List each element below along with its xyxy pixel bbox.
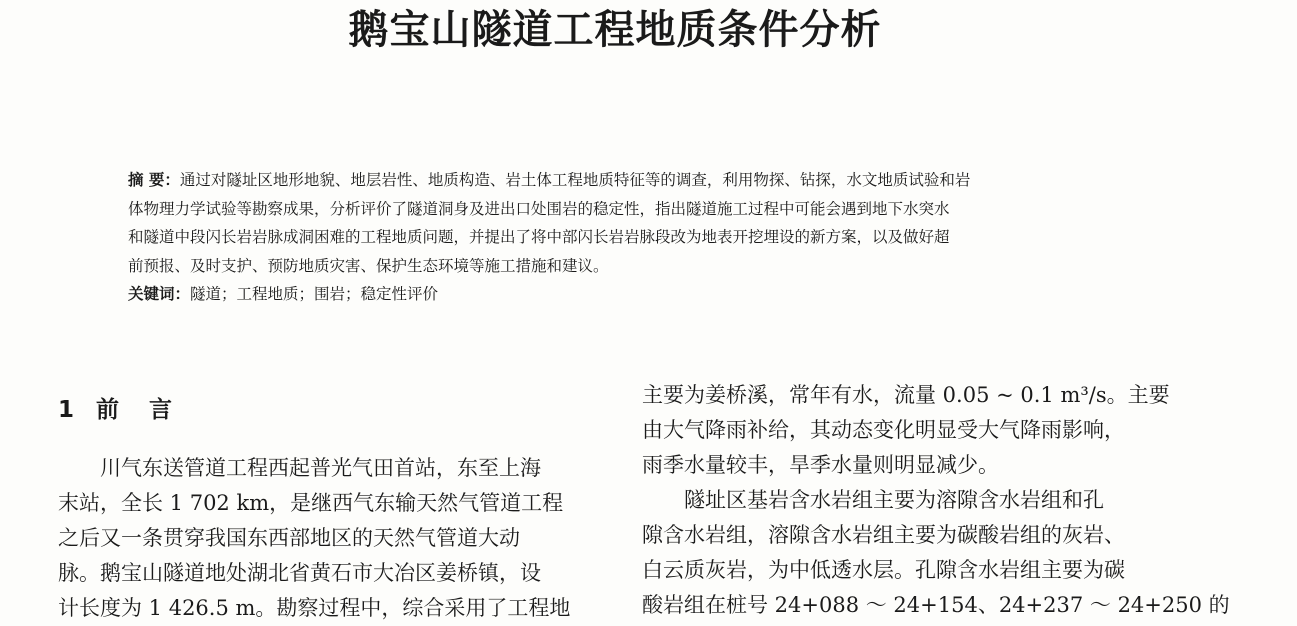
body-line: 末站，全长 1 702 km，是继西气东输天然气管道工程 (58, 491, 564, 515)
abstract-line: 体物理力学试验等勘察成果，分析评价了隧道洞身及进出口处围岩的稳定性，指出隧道施工过程中可能会遇到地下水突水 (128, 199, 950, 218)
right-column (642, 378, 1230, 623)
body-line: 酸岩组在桩号 24+088 ～ 24+154、24+237 ～ 24+250 的 (642, 593, 1230, 617)
body-line: 隧址区基岩含水岩组主要为溶隙含水岩组和孔 (642, 488, 1104, 512)
abstract-text: 通过对隧址区地形地貌、地层岩性、地质构造、岩土体工程地质特征等的调查，利用物探、钻探，水文地质试验和岩 (179, 171, 971, 189)
keywords-line (128, 280, 1108, 309)
abstract-line: 和隧道中段闪长岩岩脉成洞困难的工程地质问题，并提出了将中部闪长岩岩脉段改为地表开挖埋设的新方案，以及做好超 (128, 228, 950, 246)
body-line: 川气东送管道工程西起普光气田首站，东至上海 (58, 456, 541, 480)
body-line: 之后又一条贯穿我国东西部地区的天然气管道大动 (58, 526, 520, 550)
paper-title: 鹅宝山隧道工程地质条件分析 (348, 7, 882, 53)
body-line: 计长度为 1 426.5 m。勘察过程中，综合采用了工程地 (58, 596, 571, 620)
section-heading (58, 390, 202, 430)
abstract-line (128, 166, 1108, 195)
body-line: 白云质灰岩，为中低透水层。孔隙含水岩组主要为碳 (642, 558, 1125, 582)
body-line: 由大气降雨补给，其动态变化明显受大气降雨影响， (642, 418, 1125, 442)
abstract-line: 前预报、及时支护、预防地质灾害、保护生态环境等施工措施和建议。 (128, 256, 609, 275)
abstract-label: 摘 要： (128, 171, 180, 189)
body-line: 雨季水量较丰，旱季水量则明显减少。 (642, 453, 999, 477)
left-column (58, 451, 570, 626)
section-title: 前言 (96, 397, 203, 423)
abstract-block (128, 166, 1108, 309)
keywords-text: 隧道；工程地质；围岩；稳定性评价 (190, 285, 439, 303)
keywords-label: 关键词： (128, 285, 191, 303)
body-line: 隙含水岩组，溶隙含水岩组主要为碳酸岩组的灰岩、 (642, 523, 1125, 547)
body-line: 主要为姜桥溪，常年有水，流量 0.05 ~ 0.1 m³/s。主要 (642, 383, 1170, 407)
section-number: 1 (58, 397, 75, 423)
body-line: 脉。鹅宝山隧道地处湖北省黄石市大冶区姜桥镇，设 (58, 561, 541, 585)
